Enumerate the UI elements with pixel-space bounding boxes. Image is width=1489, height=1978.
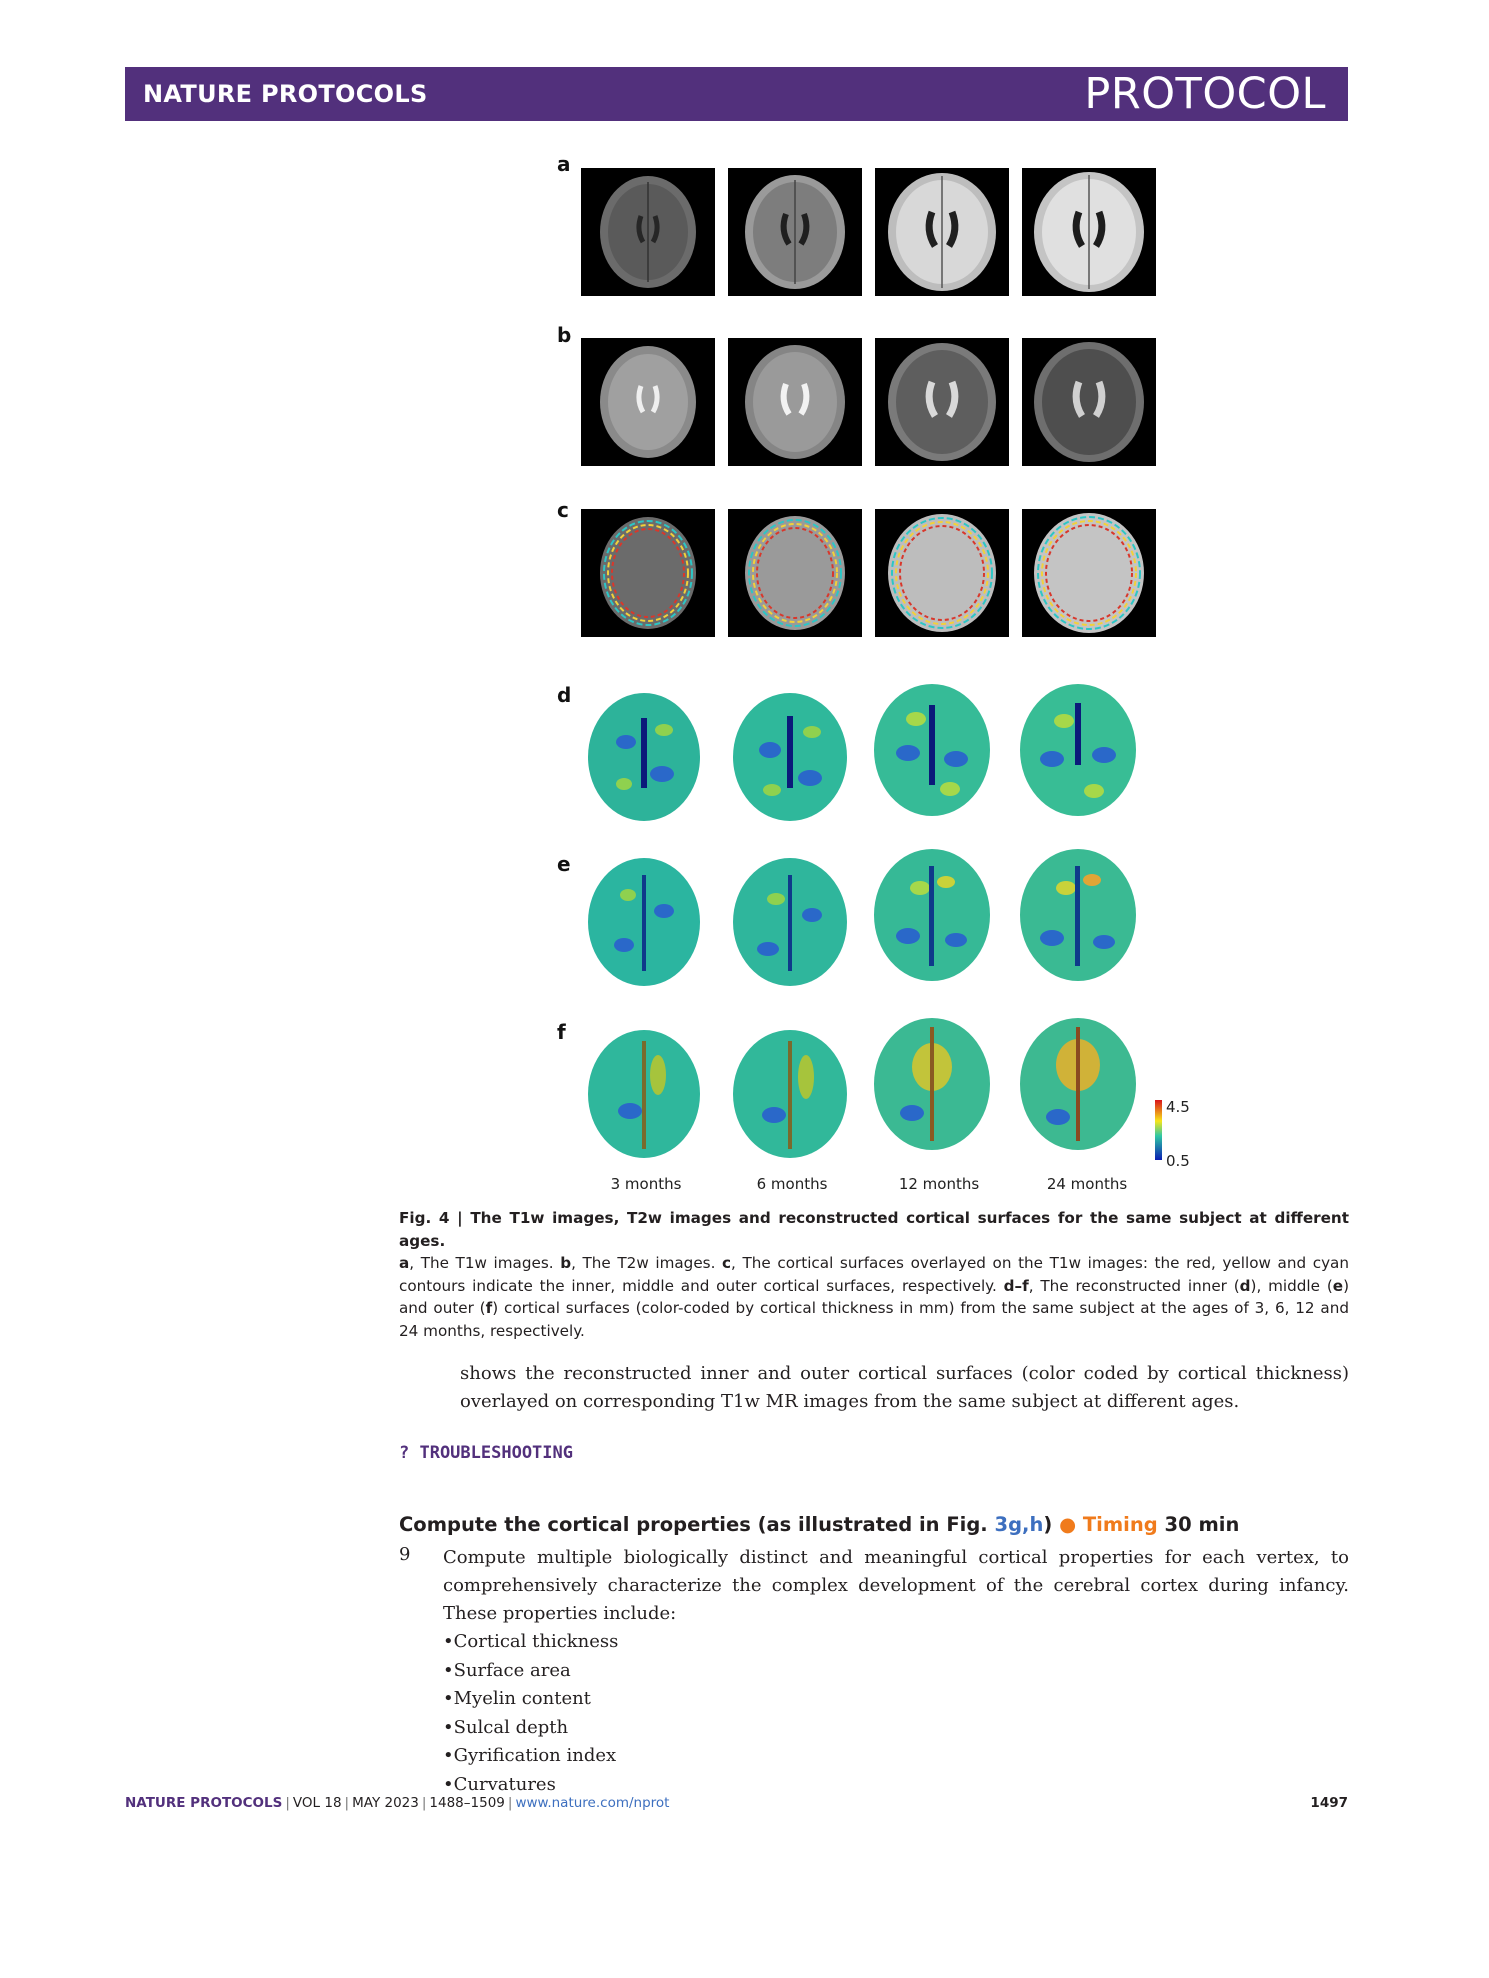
surface-overlay-3-months [581, 509, 715, 637]
t1w-image-6-months [728, 168, 862, 296]
body-paragraph: shows the reconstructed inner and outer cortical surfaces (color coded by cortical thickness) overlayed on corresponding T1w MR images from the same subject at different ages. [460, 1363, 1349, 1412]
step-number: 9 [399, 1544, 411, 1565]
age-label-24-months: 24 months [1046, 1175, 1128, 1193]
thickness-colorbar [1155, 1100, 1162, 1160]
caption-label-f: f [485, 1299, 493, 1317]
inner-surface-3-months [584, 690, 704, 825]
caption-text-a: , The T1w images. [409, 1254, 561, 1272]
middle-surface-3-months [584, 855, 704, 990]
section-heading [399, 1513, 1239, 1536]
middle-surface-12-months [872, 848, 992, 983]
t2w-image-6-months [728, 338, 862, 466]
timing-dot-icon: ● [1059, 1513, 1077, 1536]
panel-letter-a: a [557, 152, 571, 176]
caption-text-f: ) cortical surfaces (color-coded by cortical thickness in mm) from the same subject at the ages of 3, 6, 12 and 24 months, respectively. [399, 1299, 1349, 1340]
figure-caption [399, 1207, 1349, 1342]
caption-text-e: ) and outer ( [399, 1276, 1349, 1317]
caption-title: Fig. 4 | The T1w images, T2w images and reconstructed cortical surfaces for the same subject at different ages. [399, 1209, 1349, 1250]
troubleshooting-link[interactable]: ? TROUBLESHOOTING [399, 1443, 573, 1463]
caption-text-c: , The cortical surfaces overlayed on the T1w images: the red, yellow and cyan contours indicate the inner, middle and outer cortical surfaces, respectively. [399, 1254, 1349, 1295]
t1w-image-24-months [1022, 168, 1156, 296]
t2w-image-24-months [1022, 338, 1156, 466]
step-text: Compute multiple biologically distinct and meaningful cortical properties for each vertex, to comprehensively characterize the complex development of the cerebral cortex during infancy. These properties include: [443, 1547, 1349, 1624]
list-item: •Gyrification index [443, 1745, 617, 1766]
footer-volume: VOL 18 [292, 1795, 342, 1811]
footer-url-link[interactable]: www.nature.com/nprot [515, 1795, 670, 1811]
page-footer [125, 1795, 1348, 1811]
footer-journal: NATURE PROTOCOLS [125, 1795, 283, 1811]
outer-surface-24-months [1018, 1017, 1138, 1152]
inner-surface-6-months [730, 690, 850, 825]
page-number: 1497 [1310, 1795, 1348, 1811]
property-list [443, 1628, 1349, 1799]
footer-citation: NATURE PROTOCOLS | VOL 18 | MAY 2023 | 1488–1509 | www.nature.com/nprot [125, 1795, 670, 1811]
journal-header [125, 67, 1348, 121]
step-body [443, 1544, 1349, 1799]
section-title: Compute the cortical properties (as illustrated in Fig. [399, 1513, 995, 1536]
colorbar-max-label: 4.5 [1166, 1098, 1190, 1116]
t1w-image-3-months [581, 168, 715, 296]
panel-letter-f: f [557, 1020, 566, 1044]
inner-surface-24-months [1018, 683, 1138, 818]
footer-date: MAY 2023 [352, 1795, 419, 1811]
caption-label-df: d–f [1003, 1276, 1029, 1295]
figure-reference-link[interactable]: 3g,h [994, 1513, 1044, 1536]
panel-letter-d: d [557, 683, 572, 707]
caption-text-df: , The reconstructed inner ( [1028, 1276, 1240, 1295]
list-item: •Sulcal depth [443, 1716, 569, 1738]
panel-letter-e: e [557, 852, 571, 876]
middle-surface-24-months [1018, 848, 1138, 983]
caption-label-c: c [722, 1254, 732, 1272]
outer-surface-3-months [584, 1027, 704, 1162]
panel-letter-c: c [557, 498, 569, 522]
list-item: •Surface area [443, 1659, 571, 1681]
caption-label-d: d [1239, 1276, 1251, 1295]
colorbar-min-label: 0.5 [1166, 1152, 1190, 1170]
middle-surface-6-months [730, 855, 850, 990]
age-label-6-months: 6 months [756, 1175, 828, 1193]
caption-label-a: a [399, 1254, 410, 1272]
t1w-image-12-months [875, 168, 1009, 296]
t2w-image-12-months [875, 338, 1009, 466]
timing-value: 30 min [1164, 1513, 1240, 1536]
article-type: PROTOCOL [1084, 69, 1326, 119]
list-item: •Curvatures [443, 1773, 556, 1795]
surface-overlay-6-months [728, 509, 862, 637]
section-title-end: ) [1043, 1513, 1053, 1536]
timing-label: Timing [1082, 1513, 1158, 1536]
surface-overlay-24-months [1022, 509, 1156, 637]
t2w-image-3-months [581, 338, 715, 466]
list-item: •Cortical thickness [443, 1631, 619, 1652]
journal-name: NATURE PROTOCOLS [143, 80, 428, 108]
age-label-3-months: 3 months [610, 1175, 682, 1193]
outer-surface-12-months [872, 1017, 992, 1152]
caption-label-e: e [1332, 1276, 1344, 1295]
caption-label-b: b [560, 1254, 572, 1272]
caption-text-b: , The T2w images. [571, 1254, 723, 1272]
outer-surface-6-months [730, 1027, 850, 1162]
panel-letter-b: b [557, 323, 572, 347]
inner-surface-12-months [872, 683, 992, 818]
caption-text-d: ), middle ( [1250, 1276, 1333, 1295]
footer-pages: 1488–1509 [429, 1795, 505, 1811]
surface-overlay-12-months [875, 509, 1009, 637]
age-label-12-months: 12 months [898, 1175, 980, 1193]
list-item: •Myelin content [443, 1688, 591, 1709]
